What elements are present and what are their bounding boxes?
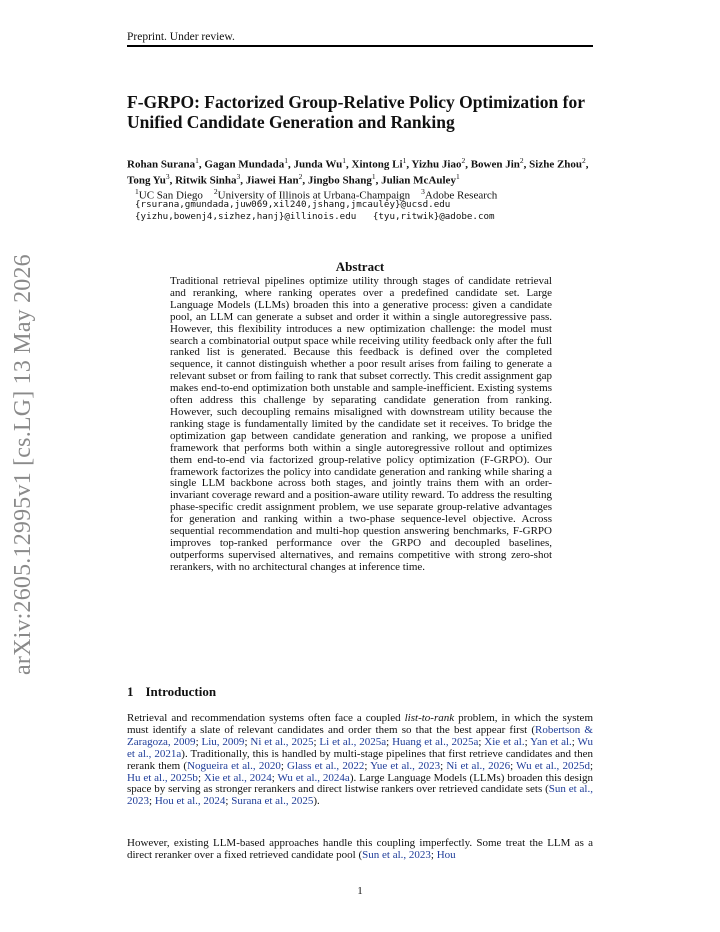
citation-link[interactable]: Liu, 2009: [201, 735, 245, 748]
paragraph-text: ). Large Language Models (LLMs) broaden this design space by serving as stronger rerankers and direct listwise rankers over retrieved candidate sets (: [127, 771, 594, 796]
author-affiliation-mark: 1: [284, 156, 288, 165]
citation-link[interactable]: Huang et al., 2025a: [392, 735, 479, 748]
emphasized-term: list-to-rank: [404, 712, 455, 724]
author-affiliation-mark: 2: [519, 156, 524, 165]
email-line-1: {rsurana,gmundada,juw069,xil240,jshang,jmcauley}@ucsd.edu: [135, 199, 451, 210]
author-name: Sizhe Zhou: [529, 158, 583, 171]
affiliation-name: University of Illinois at Urbana-Champaign: [217, 189, 411, 202]
intro-paragraph-1: [127, 713, 593, 808]
author-name: Tong Yu: [127, 174, 166, 187]
paragraph-text: ;: [280, 759, 288, 772]
author-affiliation-mark: 1: [402, 156, 407, 165]
arxiv-identifier-stamp: arXiv:2605.12995v1 [cs.LG] 13 May 2026: [10, 254, 36, 675]
affiliation-name: Adobe Research: [424, 189, 498, 202]
header-rule: [127, 45, 593, 47]
citation-link[interactable]: Hou: [436, 848, 456, 861]
paragraph-text: ;: [313, 735, 320, 748]
author-name: Julian McAuley: [381, 174, 456, 187]
citation-link[interactable]: Wu et al., 2025d: [516, 759, 590, 772]
section-heading-introduction: [127, 684, 216, 700]
citation-link[interactable]: Li et al., 2025a: [319, 735, 387, 748]
citation-link[interactable]: Yue et al., 2023: [370, 759, 441, 772]
paragraph-text: ;: [386, 735, 393, 748]
paragraph-text: ;: [195, 735, 202, 748]
author-name: Bowen Jin: [470, 158, 520, 171]
affiliation-number: 2: [213, 187, 218, 196]
citation-link[interactable]: Sun et al., 2023: [362, 848, 431, 861]
author-name: Jingbo Shang: [307, 174, 372, 187]
author-list: Rohan Surana$^1$, Gagan Mundada$^1$, Junda Wu$^1$, Xintong Li$^1$, Yizhu Jiao$^2$, Bowen Jin$^2$, Sizhe Zhou$^2$, Tong Yu$^3$, Ritwik Sinha$^3$, Jiawei Han$^2$, Jingbo Shang$^1$, Julian McAuley$^1$: [127, 156, 589, 187]
citation-link[interactable]: Wu et al., 2024a: [277, 771, 350, 784]
author-affiliation-mark: 2: [461, 156, 466, 165]
section-title: Introduction: [145, 684, 217, 699]
paragraph-text: ;: [244, 735, 251, 748]
paragraph-text: ;: [225, 795, 232, 808]
citation-link[interactable]: Xie et al.: [484, 735, 525, 748]
citation-link[interactable]: Nogueira et al., 2020: [187, 759, 281, 772]
citation-link[interactable]: Ni et al., 2026: [446, 759, 511, 772]
author-affiliation-mark: 2: [298, 172, 303, 182]
paragraph-text: ;: [524, 735, 531, 748]
abstract-body: Traditional retrieval pipelines optimize utility through stages of candidate retrieval and reranking, where ranking operates over a predefined candidate set. Large Language Models (LLMs) broaden this into a generative process: given a candidate pool, an LLM can generate a subset and order it within a single autoregressive pass. However, this flexibility introduces a new optimization challenge: the model must search a combinatorial output space while receiving utility feedback only after the full ranked list is generated. Because this feedback is defined over the completed sequence, it cannot distinguish whether a poor result arises from failing to generate a relevant subset or from failing to rank that subset correctly. This credit assignment gap makes end-to-end optimization both unstable and sample-inefficient. Existing systems often address this challenge by separating candidate generation from ranking. However, such decoupling remains misaligned with downstream utility because the ranking stage is fundamentally limited by the candidate set it receives. To bridge the optimization gap between candidate generation and ranking, we propose a unified framework that performs both within a single autoregressive rollout and optimizes them end-to-end via factorized group-relative policy optimization (F-GRPO). Our framework factorizes the policy into candidate generation and ranking while sharing a single LLM backbone across both stages, and jointly trains them with an order-invariant coverage reward and a position-aware utility reward. To address the resulting phase-specific credit assignment problem, we use separate group-relative advantages for generation and ranking within a two-phase sequence-level objective. Across sequential recommendation and multi-hop question answering benchmarks, F-GRPO improves top-ranked performance over the GRPO and decoupled baselines, outperforms supervised alternatives, and remains competitive with strong zero-shot rerankers, with no architectural changes at inference time.: [170, 275, 552, 573]
author-affiliation-mark: 1: [455, 172, 460, 182]
author-name: Ritwik Sinha: [175, 174, 237, 187]
author-name: Rohan Surana: [127, 158, 196, 171]
citation-link[interactable]: Hu et al., 2025b: [127, 771, 198, 784]
paragraph-text: However, existing LLM-based approaches handle this coupling imperfectly. Some treat the LLM as a direct reranker over a fixed retrieved candidate pool (: [127, 837, 593, 861]
author-affiliation-mark: 1: [342, 156, 347, 165]
author-affiliation-mark: 2: [582, 156, 586, 165]
author-affiliation-mark: 1: [195, 156, 199, 165]
citation-link[interactable]: Glass et al., 2022: [287, 759, 365, 772]
paragraph-text: ;: [364, 759, 371, 772]
citation-link[interactable]: Surana et al., 2025: [231, 795, 314, 808]
author-affiliation-mark: 3: [236, 172, 241, 182]
paragraph-text: ).: [313, 795, 320, 808]
author-name: Yizhu Jiao: [411, 158, 462, 171]
paragraph-text: ). Traditionally, this is handled by multi-stage pipelines that first retrieve candidates and then rerank them (: [127, 747, 593, 772]
affiliation-number: 3: [421, 187, 425, 196]
citation-link[interactable]: Hou et al., 2024: [154, 795, 226, 808]
section-number: 1: [127, 684, 134, 699]
paragraph-text: ;: [440, 759, 447, 772]
author-name: Jiawei Han: [245, 174, 299, 187]
paragraph-text: ;: [197, 771, 204, 784]
author-name: Xintong Li: [351, 158, 403, 171]
author-name: Gagan Mundada: [204, 158, 285, 171]
intro-paragraph-2: [127, 838, 593, 862]
citation-link[interactable]: Yan et al.: [530, 735, 572, 748]
affiliation-name: UC San Diego: [138, 189, 203, 202]
paragraph-text: ;: [149, 795, 155, 808]
author-affiliation-mark: 3: [165, 172, 170, 182]
affiliation-number: 1: [135, 187, 139, 196]
paragraph-text: ;: [271, 771, 278, 784]
paragraph-text: ;: [478, 735, 485, 748]
abstract-heading: Abstract: [335, 259, 385, 274]
page-number: 1: [357, 885, 363, 897]
paragraph-text: ;: [571, 735, 578, 748]
citation-link[interactable]: Robertson & Zaragoza, 2009: [127, 723, 593, 748]
paragraph-text: Retrieval and recommendation systems often face a coupled: [127, 712, 405, 724]
email-line-2: {yizhu,bowenj4,sizhez,hanj}@illinois.edu {tyu,ritwik}@adobe.com: [135, 211, 495, 222]
paragraph-text: ;: [430, 848, 437, 861]
running-header: Preprint. Under review.: [127, 31, 235, 43]
author-affiliation-mark: 1: [371, 172, 376, 182]
paragraph-text: ;: [589, 759, 594, 772]
citation-link[interactable]: Sun et al., 2023: [127, 783, 593, 808]
paragraph-text: ;: [510, 759, 517, 772]
paragraph-text: problem, in which the system must identify a slate of relevant candidates and order them so that the best appear first (: [127, 712, 593, 736]
citation-link[interactable]: Ni et al., 2025: [250, 735, 314, 748]
citation-link[interactable]: Xie et al., 2024: [203, 771, 272, 784]
paper-title: F-GRPO: Factorized Group-Relative Policy Optimization for Unified Candidate Generation and Ranking: [127, 92, 585, 132]
author-name: Junda Wu: [293, 158, 343, 171]
citation-link[interactable]: Wu et al., 2021a: [127, 735, 593, 760]
